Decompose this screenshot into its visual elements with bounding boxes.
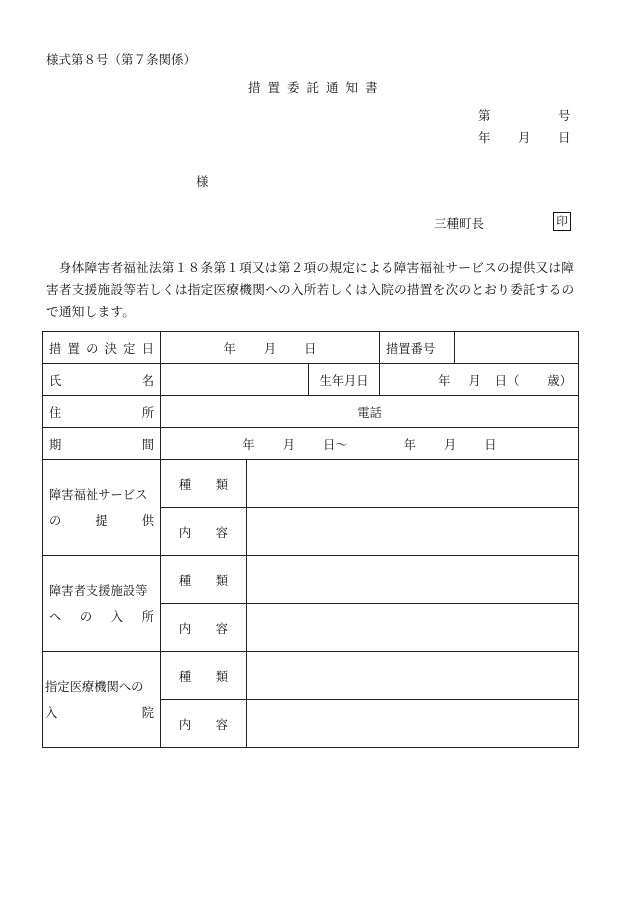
measure-table: [42, 331, 579, 748]
period-label-b: 間: [141, 437, 154, 452]
service-type-value: [247, 460, 579, 508]
period-from-year: 年: [242, 437, 255, 452]
name-value: [161, 364, 309, 396]
recipient-honorific: 様: [196, 174, 209, 189]
hospital-type-label: 種 類: [161, 652, 247, 700]
period-to-month: 月: [443, 437, 457, 452]
hospital-content-value: [247, 700, 579, 748]
issue-date-day: 日: [558, 130, 571, 145]
address-value: [161, 396, 579, 428]
birthdate-age: 歳）: [547, 373, 572, 388]
row-service-type: [43, 460, 579, 508]
birthdate-label: 生年月日: [309, 364, 380, 396]
period-from-month: 月: [282, 437, 296, 452]
period-label: [43, 428, 161, 460]
period-value: [161, 428, 579, 460]
category-hospital-line2: 入 院: [45, 705, 154, 720]
seal-stamp-box: 印: [553, 212, 571, 231]
name-label: [43, 364, 161, 396]
document-title: 措置委託通知書: [248, 80, 385, 95]
birthdate-month: 月: [468, 373, 481, 388]
measure-number-value: [455, 332, 579, 364]
row-decision-date: [43, 332, 579, 364]
hospital-type-value: [247, 652, 579, 700]
category-facility-label: [43, 556, 161, 652]
facility-content-value: [247, 604, 579, 652]
birthdate-year: 年: [438, 373, 451, 388]
row-facility-type: [43, 556, 579, 604]
form-number: 様式第８号（第７条関係）: [46, 52, 197, 67]
service-type-label: 種 類: [161, 460, 247, 508]
issuer-title: 三種町長: [434, 216, 485, 231]
facility-content-label: 内 容: [161, 604, 247, 652]
row-period: [43, 428, 579, 460]
category-service-line2: の 提 供: [49, 513, 154, 528]
row-address: [43, 396, 579, 428]
facility-type-value: [247, 556, 579, 604]
phone-label: 電話: [357, 405, 382, 420]
issue-date-year: 年: [478, 130, 491, 145]
birthdate-value: [380, 364, 579, 396]
period-to-year: 年: [403, 437, 416, 452]
category-hospital-line1: 指定医療機関への: [45, 679, 144, 694]
service-content-label: 内 容: [161, 508, 247, 556]
body-text: 身体障害者福祉法第１８条第１項又は第２項の規定による障害福祉サービスの提供又は障害者支援施設等若しくは指定医療機関への入所若しくは入院の措置を次のとおり委託するので通知します。: [46, 260, 575, 319]
period-from-day: 日～: [323, 437, 348, 452]
measure-number-label: 措置番号: [380, 332, 455, 364]
category-service-line1: 障害福祉サービス: [49, 487, 148, 502]
category-hospital-label: [43, 652, 161, 748]
name-label-a: 氏: [49, 373, 62, 388]
decision-date-year: 年: [223, 341, 236, 356]
issue-number-suffix: 号: [558, 108, 571, 123]
birthdate-day: 日（: [494, 373, 520, 388]
row-hospital-type: [43, 652, 579, 700]
issue-date-month: 月: [518, 130, 531, 145]
service-content-value: [247, 508, 579, 556]
facility-type-label: 種 類: [161, 556, 247, 604]
address-label-b: 所: [141, 405, 154, 420]
category-facility-line1: 障害者支援施設等: [49, 583, 148, 598]
period-label-a: 期: [49, 437, 62, 452]
name-label-b: 名: [141, 373, 154, 388]
decision-date-month: 月: [263, 341, 277, 356]
hospital-content-label: 内 容: [161, 700, 247, 748]
issue-number-prefix: 第: [478, 108, 491, 123]
category-facility-line2: へ の 入 所: [49, 609, 154, 624]
category-service-label: [43, 460, 161, 556]
address-label-a: 住: [49, 405, 62, 420]
decision-date-label: 措置の決定日: [43, 332, 161, 364]
row-name: [43, 364, 579, 396]
period-to-day: 日: [484, 437, 497, 452]
address-label: [43, 396, 161, 428]
decision-date-day: 日: [304, 341, 317, 356]
decision-date-value: [161, 332, 380, 364]
